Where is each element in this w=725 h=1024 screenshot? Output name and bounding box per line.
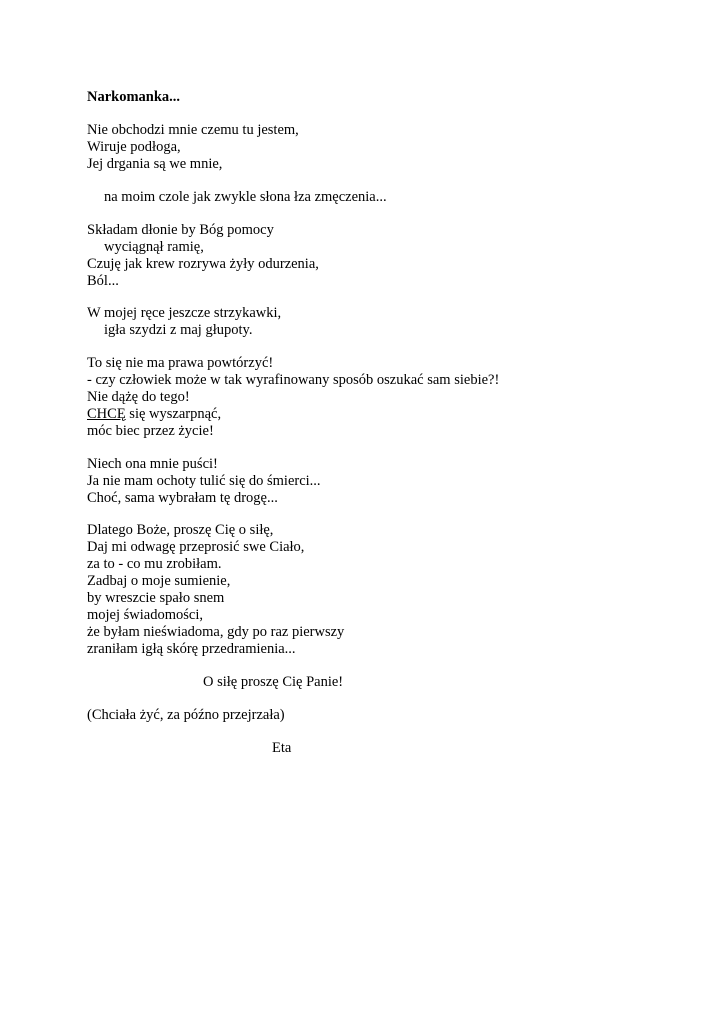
emphasized-word: CHCĘ <box>87 406 126 422</box>
poem-line: za to - co mu zrobiłam. <box>87 556 222 572</box>
poem-line: Daj mi odwagę przeprosić swe Ciało, <box>87 539 305 555</box>
author-signature: Eta <box>272 740 292 756</box>
poem-line: Czuję jak krew rozrywa żyły odurzenia, <box>87 256 319 272</box>
poem-line-rest: się wyszarpnąć, <box>125 406 222 422</box>
poem-line: by wreszcie spało snem <box>87 590 225 606</box>
poem-line: Jej drgania są we mnie, <box>87 156 223 172</box>
poem-line: - czy człowiek może w tak wyrafinowany sposób oszukać sam siebie?! <box>87 372 500 388</box>
poem-line: Ból... <box>87 273 119 289</box>
poem-line: Ja nie mam ochoty tulić się do śmierci... <box>87 473 321 489</box>
poem-line: móc biec przez życie! <box>87 423 214 439</box>
closing-plea: O siłę proszę Cię Panie! <box>203 674 344 690</box>
poem-line: zraniłam igłą skórę przedramienia... <box>87 641 296 657</box>
poem-line: Nie dążę do tego! <box>87 389 190 405</box>
poem-line: Składam dłonie by Bóg pomocy <box>87 222 274 238</box>
poem-line: wyciągnął ramię, <box>104 239 204 255</box>
poem-line: Dlatego Boże, proszę Cię o siłę, <box>87 522 274 538</box>
poem-title: Narkomanka... <box>87 89 181 105</box>
poem-line: Choć, sama wybrałam tę drogę... <box>87 490 278 506</box>
poem-line: Wiruje podłoga, <box>87 139 181 155</box>
poem-line <box>87 406 221 423</box>
poem-line: Zadbaj o moje sumienie, <box>87 573 231 589</box>
poem-line: To się nie ma prawa powtórzyć! <box>87 355 274 371</box>
poem-line: W mojej ręce jeszcze strzykawki, <box>87 305 282 321</box>
poem-line: mojej świadomości, <box>87 607 203 623</box>
poem-line: że byłam nieświadoma, gdy po raz pierwszy <box>87 624 345 640</box>
poem-line: Niech ona mnie puści! <box>87 456 218 472</box>
poem-line: Nie obchodzi mnie czemu tu jestem, <box>87 122 299 138</box>
closing-note: (Chciała żyć, za późno przejrzała) <box>87 707 285 723</box>
poem-line: na moim czole jak zwykle słona łza zmęczenia... <box>104 189 387 205</box>
poem-line: igła szydzi z maj głupoty. <box>104 322 253 338</box>
